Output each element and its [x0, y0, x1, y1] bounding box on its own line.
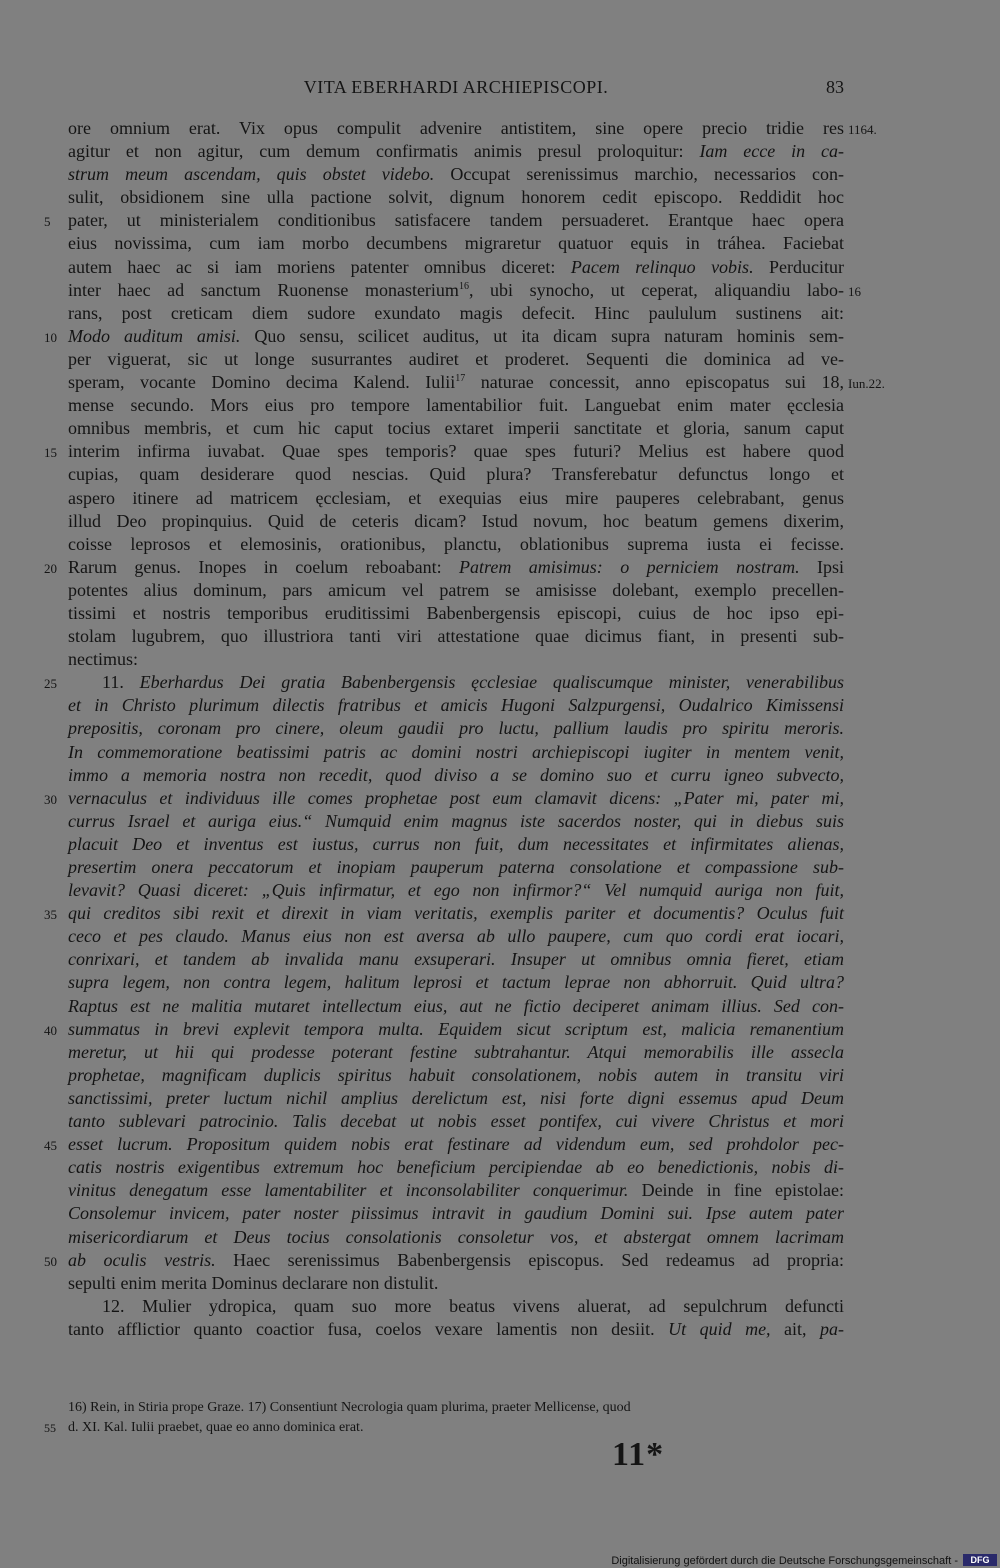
- text-line: [0, 1064, 1000, 1087]
- text-line: [0, 648, 1000, 671]
- text-line: [0, 925, 1000, 948]
- line-text: agitur et non agitur, cum demum confirmatis animis presul proloquitur: Iam ecce in ca-: [68, 141, 844, 162]
- dfg-credit: Digitalisierung gefördert durch die Deutsche Forschungsgemeinschaft -: [611, 1555, 958, 1567]
- text-line: [0, 810, 1000, 833]
- line-text: pater, ut ministerialem conditionibus satisfacere tandem persuaderet. Erantque haec opera: [68, 210, 844, 231]
- line-text: illud Deo propinquius. Quid de ceteris dicam? Istud novum, hoc beatum gemens dixerim,: [68, 510, 844, 531]
- text-line: [0, 764, 1000, 787]
- line-text: omnibus membris, et cum hic caput tocius extaret imperii sanctitate et gloria, sanum caput: [68, 418, 844, 439]
- line-text: nectimus:: [68, 649, 138, 670]
- text-line: [0, 1156, 1000, 1179]
- line-text: vernaculus et individuus ille comes prophetae post eum clamavit dicens: „Pater mi, pater mi,: [68, 787, 844, 808]
- line-number: 10: [44, 329, 57, 345]
- line-number: 55: [44, 1421, 56, 1435]
- dfg-logo: DFG: [963, 1554, 997, 1566]
- margin-note: Iun.22.: [848, 376, 885, 392]
- dfg-footer: [0, 1552, 1000, 1568]
- footnote-text: 16) Rein, in Stiria prope Graze. 17) Consentiunt Necrologia quam plurima, praeter Mellicense, quod: [68, 1400, 631, 1415]
- text-line: [0, 256, 1000, 279]
- text-line: [0, 1041, 1000, 1064]
- text-line: [0, 671, 1000, 694]
- line-number: 40: [44, 1022, 57, 1038]
- line-number: 25: [44, 676, 57, 692]
- text-line: [0, 163, 1000, 186]
- text-line: [0, 1202, 1000, 1225]
- line-text: ceco et pes claudo. Manus eius non est aversa ab ullo paupere, cum quo cordi erat iocari,: [68, 926, 844, 947]
- text-line: [0, 971, 1000, 994]
- text-line: [0, 1110, 1000, 1133]
- page-number: 83: [826, 77, 844, 97]
- line-text: currus Israel et auriga eius.“ Numquid enim magnus iste sacerdos noster, qui in diebus suis: [68, 810, 844, 831]
- line-text: 12. Mulier ydropica, quam suo more beatus vivens aluerat, ad sepulchrum defuncti: [102, 1295, 844, 1316]
- line-text: cupias, quam desiderare quod nescias. Quid plura? Transferebatur defunctus longo et: [68, 464, 844, 485]
- line-text: conrixari, et tandem ab invalida manu exsuperari. Insuper ut omnibus omnia fieret, etiam: [68, 949, 844, 970]
- line-text: Raptus est ne malitia mutaret intellectum eius, aut ne fictio deciperet animam illius. Sed con-: [68, 995, 844, 1016]
- line-text: presertim onera peccatorum et inopiam pauperum paterna consolatione et compassione sub-: [68, 857, 844, 877]
- line-text: placuit Deo et inventus est iustus, currus non fuit, dum necessitates et infirmitates alienas,: [68, 833, 844, 854]
- line-text: Modo auditum amisi. Quo sensu, scilicet auditus, ut ita dicam supra naturam hominis sem-: [68, 325, 844, 346]
- line-text: immo a memoria nostra non recedit, quod diviso a se domino suo et curru igneo subvecto,: [68, 764, 844, 785]
- line-text: inter haec ad sanctum Ruonense monasterium$^{16}$, ubi synocho, ut ceperat, aliquandiu labo-: [68, 279, 844, 300]
- line-text: interim infirma iuvabat. Quae spes temporis? quae spes futuri? Melius est habere quod: [68, 441, 844, 462]
- line-text: supra legem, non contra legem, halitum leprosi et tactum leprae non abhorruit. Quid ultra?: [68, 972, 844, 993]
- text-line: [0, 556, 1000, 579]
- text-line: [0, 879, 1000, 902]
- line-text: Consolemur invicem, pater noster piissimus intravit in gaudium Domini sui. Ipse autem pater: [68, 1203, 844, 1224]
- line-text: tanto afflictior quanto coactior fusa, coelos vexare lamentis non desiit. Ut quid me, ait, pa-: [68, 1318, 844, 1339]
- margin-note: 1164.: [848, 122, 877, 137]
- text-line: [0, 1272, 1000, 1295]
- line-text: ore omnium erat. Vix opus compulit advenire antistitem, sine opere precio tridie res: [68, 118, 844, 138]
- text-line: [0, 371, 1000, 394]
- text-line: [0, 579, 1000, 602]
- text-line: [0, 463, 1000, 486]
- text-line: [0, 1087, 1000, 1110]
- text-line: [0, 1226, 1000, 1249]
- footnote-line-1: [68, 1400, 844, 1416]
- text-line: [0, 1179, 1000, 1202]
- text-line: [0, 394, 1000, 417]
- line-text: Rarum genus. Inopes in coelum reboabant: Patrem amisimus: o perniciem nostram. Ipsi: [68, 556, 845, 577]
- text-line: [0, 487, 1000, 510]
- line-text: sepulti enim merita Dominus declarare non distulit.: [68, 1272, 439, 1293]
- text-line: [0, 440, 1000, 463]
- text-line: [0, 533, 1000, 556]
- line-text: meretur, ut hii qui prodesse poterant festine subtrahantur. Atqui memorabilis ille assecla: [68, 1041, 844, 1062]
- line-text: sulit, obsidionem sine ulla pactione solvit, dignum honorem cedit episcopo. Reddidit hoc: [68, 187, 844, 208]
- main-text: [0, 117, 1000, 1341]
- text-line: [0, 510, 1000, 533]
- line-text: eius novissima, cum iam morbo decumbens migraretur quatuor equis in tráhea. Faciebat: [68, 233, 844, 254]
- text-line: [0, 717, 1000, 740]
- line-number: 5: [44, 214, 51, 230]
- text-line: [0, 787, 1000, 810]
- line-text: prepositis, coronam pro cinere, oleum gaudii pro luctu, pallium laudis pro spiritu meroris.: [68, 718, 844, 739]
- text-line: [0, 833, 1000, 856]
- text-line: [0, 232, 1000, 255]
- text-line: [0, 417, 1000, 440]
- line-text: esset lucrum. Propositum quidem nobis erat festinare ad videndum eum, sed prohdolor pec-: [68, 1134, 844, 1155]
- line-text: catis nostris exigentibus extremum hoc beneficium percipiendae ab eo benedictionis, nobis di-: [68, 1157, 844, 1178]
- running-header: [68, 77, 844, 101]
- text-line: [0, 279, 1000, 302]
- line-number: 20: [44, 560, 57, 576]
- line-text: qui creditos sibi rexit et direxit in viam veritatis, exemplis pariter et documentis? Oculus fuit: [68, 903, 844, 924]
- line-number: 50: [44, 1253, 57, 1269]
- text-line: [0, 625, 1000, 648]
- text-line: [0, 325, 1000, 348]
- line-number: 15: [44, 445, 57, 461]
- text-line: [0, 140, 1000, 163]
- text-line: [0, 1249, 1000, 1272]
- page-title: VITA EBERHARDI ARCHIEPISCOPI.: [303, 77, 609, 97]
- footnote-text: d. XI. Kal. Iulii praebet, quae eo anno dominica erat.: [68, 1420, 364, 1435]
- text-line: [0, 1133, 1000, 1156]
- signature-mark: 11*: [612, 1436, 665, 1473]
- text-line: [0, 741, 1000, 764]
- text-line: [0, 186, 1000, 209]
- line-text: per viguerat, sic ut longe susurrantes audiret et proderet. Sequenti die dominica ad ve-: [68, 348, 844, 369]
- line-text: potentes alius dominum, pars amicum vel patrem se amisisse dolebant, exemplo precellen-: [68, 579, 844, 600]
- line-number: 30: [44, 791, 57, 807]
- text-line: [0, 995, 1000, 1018]
- line-text: mense secundo. Mors eius pro tempore lamentabilior fuit. Languebat enim mater ęcclesia: [68, 395, 844, 416]
- text-line: [0, 1318, 1000, 1341]
- line-text: stolam lugubrem, quo illustriora tanti viri attestatione quae dicimus fiant, in presenti sub-: [68, 626, 844, 647]
- text-line: [0, 117, 1000, 140]
- text-line: [0, 209, 1000, 232]
- line-text: misericordiarum et Deus tocius consolationis consoletur vos, et abstergat omnem lacrimam: [68, 1226, 844, 1247]
- margin-note: 16: [848, 283, 861, 299]
- line-text: levavit? Quasi diceret: „Quis infirmatur, et ego non infirmor?“ Vel numquid auriga non fuit,: [68, 880, 844, 901]
- line-text: 11. Eberhardus Dei gratia Babenbergensis ęcclesiae qualiscumque minister, venerabilibus: [102, 672, 844, 693]
- line-text: coisse leprosos et elemosinis, orationibus, planctu, oblationibus suprema iusta ei fecisse.: [68, 533, 844, 554]
- text-line: [0, 1295, 1000, 1318]
- text-line: [0, 302, 1000, 325]
- text-line: [0, 948, 1000, 971]
- line-text: tissimi et nostris temporibus eruditissimi Babenbergensis episcopi, cuius de hoc ipso epi-: [68, 602, 844, 623]
- line-number: 45: [44, 1138, 57, 1154]
- line-text: prophetae, magnificam duplicis spiritus habuit consolationem, nobis autem in transitu viri: [68, 1064, 844, 1085]
- line-text: aspero itinere ad matricem ęcclesiam, et exequias eius mire pauperes celebrabant, genus: [68, 487, 844, 508]
- line-text: tanto sublevari patrocinio. Talis decebat ut nobis esset pontifex, cui vivere Christus et mori: [68, 1111, 844, 1132]
- line-text: rans, post creticam diem sudore exundato magis defecit. Hinc paululum sustinens ait:: [68, 302, 844, 323]
- line-text: sanctissimi, preter luctum nichil amplius derelictum est, nisi forte digni essemus apud Deum: [68, 1087, 844, 1108]
- line-text: ab oculis vestris. Haec serenissimus Babenbergensis episcopus. Sed redeamus ad propria:: [68, 1249, 844, 1270]
- text-line: [0, 1018, 1000, 1041]
- line-text: autem haec ac si iam moriens patenter omnibus diceret: Pacem relinquo vobis. Perducitur: [68, 256, 845, 277]
- line-text: vinitus denegatum esse lamentabiliter et inconsolabiliter conquerimur. Deinde in fine epistolae:: [68, 1180, 844, 1201]
- footnote-line-2: [44, 1420, 844, 1436]
- text-line: [0, 694, 1000, 717]
- text-line: [0, 902, 1000, 925]
- line-text: et in Christo plurimum dilectis fratribus et amicis Hugoni Salzpurgensi, Oudalrico Kimissensi: [68, 695, 844, 716]
- text-line: [0, 348, 1000, 371]
- line-text: summatus in brevi explevit tempora multa. Equidem sicut scriptum est, malicia remanentium: [68, 1018, 844, 1039]
- line-text: speram, vocante Domino decima Kalend. Iulii$^{17}$ naturae concessit, anno episcopatus sui 18,: [68, 372, 844, 393]
- line-text: strum meum ascendam, quis obstet videbo. Occupat serenissimus marchio, necessarios con-: [68, 164, 844, 185]
- line-number: 35: [44, 907, 57, 923]
- text-line: [0, 856, 1000, 879]
- line-text: In commemoratione beatissimi patris ac domini nostri archiepiscopi iugiter in mentem venit,: [68, 741, 844, 762]
- text-line: [0, 602, 1000, 625]
